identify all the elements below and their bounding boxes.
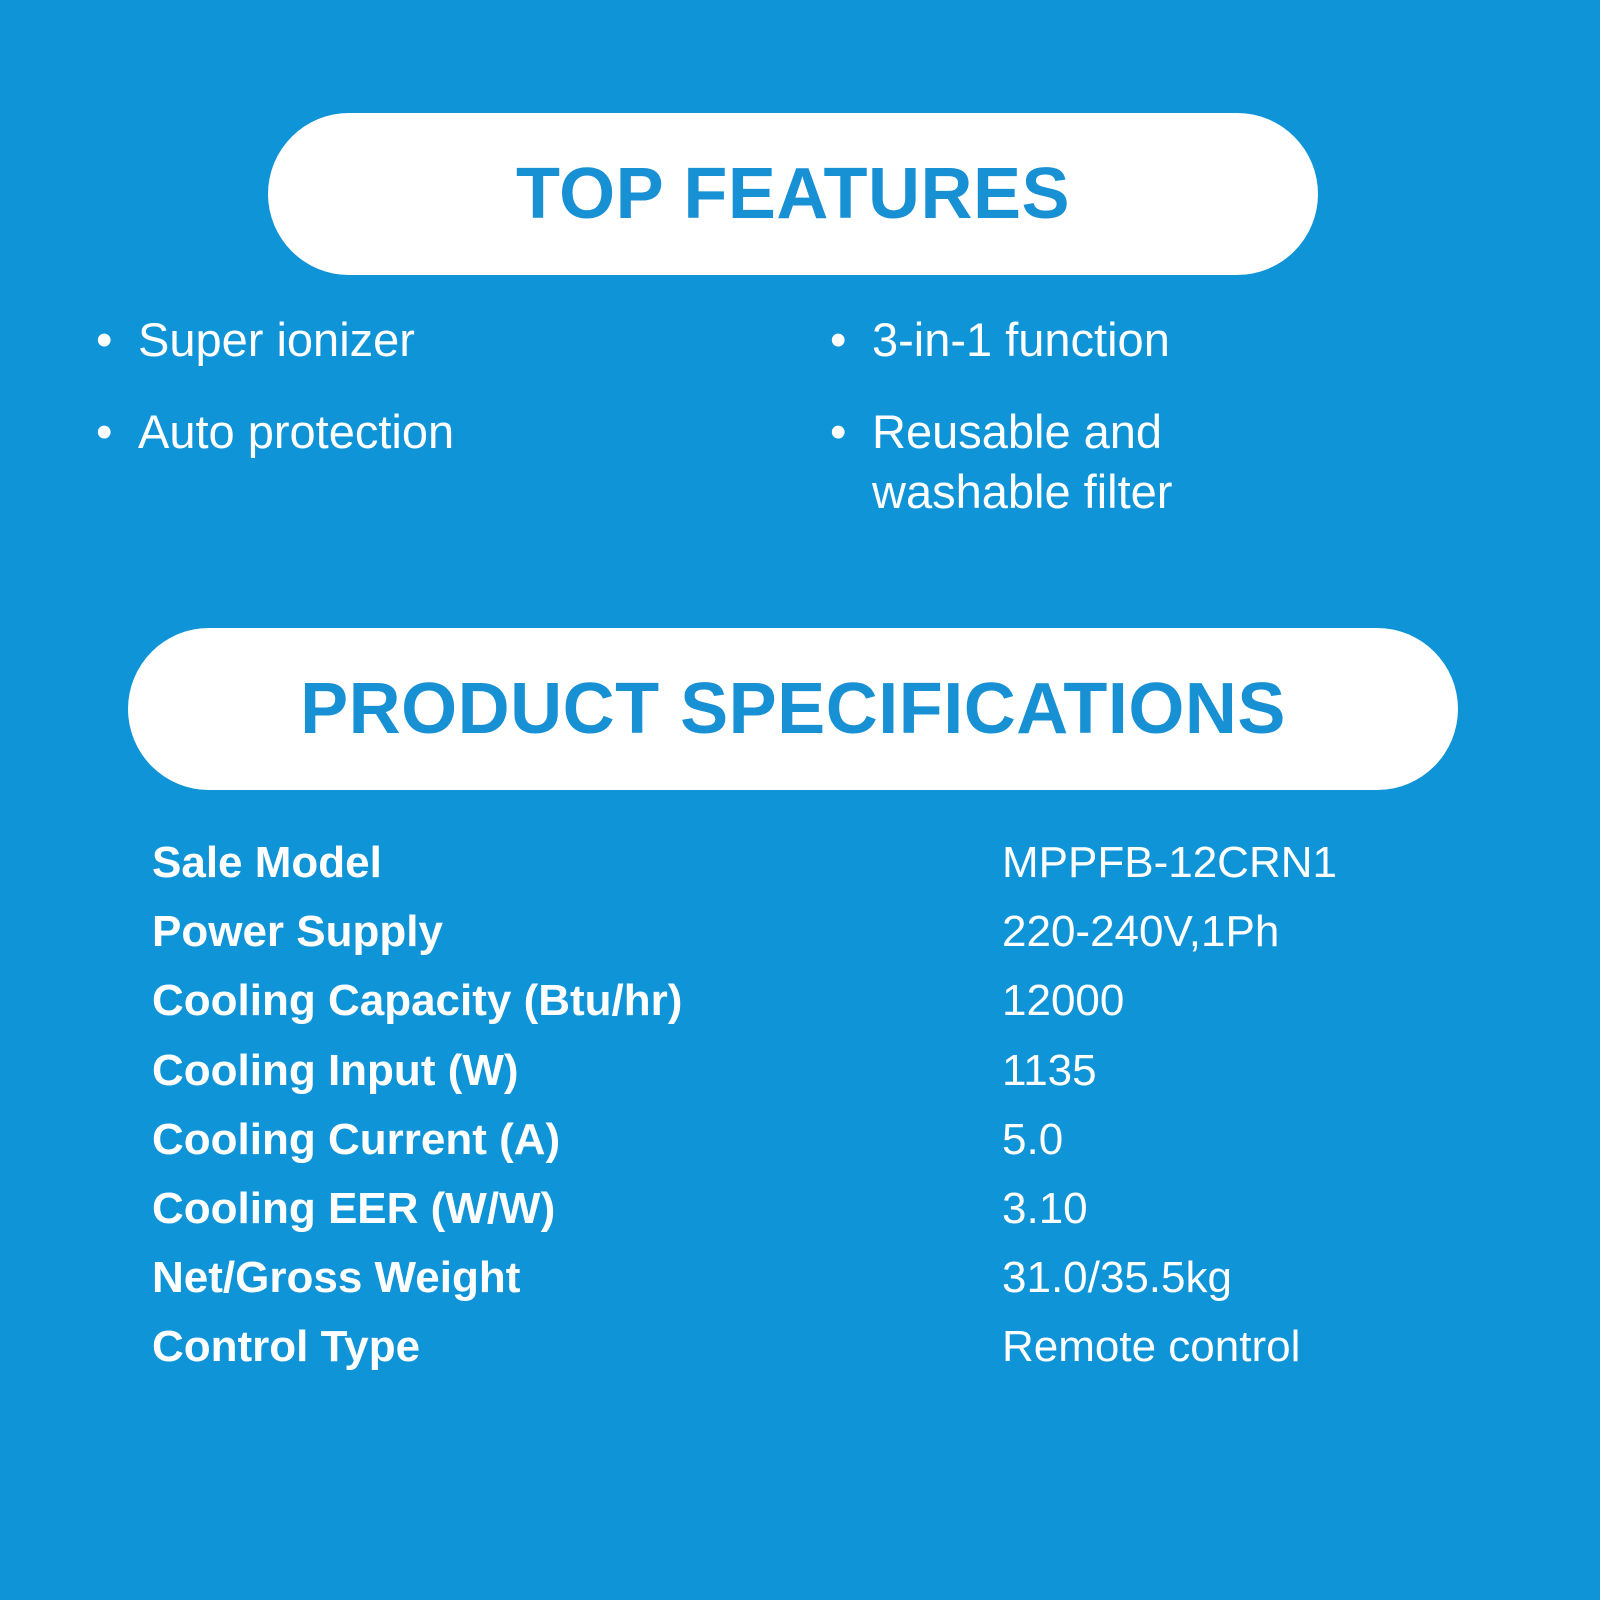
features-right-column [806,310,1516,554]
table-row [152,909,1482,978]
spec-label: Control Type [152,1322,421,1372]
spec-label: Cooling Input (W) [152,1045,519,1095]
list-item [830,402,1516,522]
top-features-list [96,310,1516,554]
table-row [152,1255,1482,1324]
spec-value: Remote control [1002,1322,1301,1372]
spec-label: Cooling Capacity (Btu/hr) [152,976,683,1026]
list-item [830,310,1516,370]
feature-label: Reusable and washable filter [872,405,1173,519]
product-specifications-heading: PRODUCT SPECIFICATIONS [128,628,1458,790]
spec-value: 220-240V,1Ph [1002,907,1280,957]
table-row [152,1186,1482,1255]
bullet-icon: • [96,313,113,366]
bullet-icon: • [830,405,847,459]
spec-label: Cooling Current (A) [152,1114,561,1164]
list-item [96,310,806,370]
features-left-column [96,310,806,554]
spec-label: Sale Model [152,838,382,887]
top-features-heading: TOP FEATURES [268,113,1318,275]
list-item [96,402,806,462]
table-row [152,978,1482,1047]
spec-value: 12000 [1002,976,1125,1026]
feature-label: 3-in-1 function [872,313,1170,366]
table-row [152,1324,1482,1393]
feature-label: Super ionizer [138,313,415,366]
spec-value: 5.0 [1002,1114,1064,1164]
feature-label: Auto protection [138,405,455,459]
table-row [152,1048,1482,1117]
spec-label: Net/Gross Weight [152,1253,521,1303]
spec-value: MPPFB-12CRN1 [1002,838,1337,887]
spec-value: 1135 [1002,1045,1097,1095]
spec-label: Power Supply [152,907,443,957]
spec-label: Cooling EER (W/W) [152,1183,556,1233]
specifications-table [152,840,1482,1394]
table-row [152,1117,1482,1186]
bullet-icon: • [830,313,847,366]
spec-value: 31.0/35.5kg [1002,1253,1232,1303]
table-row [152,840,1482,909]
bullet-icon: • [96,405,113,459]
spec-value: 3.10 [1002,1183,1088,1233]
